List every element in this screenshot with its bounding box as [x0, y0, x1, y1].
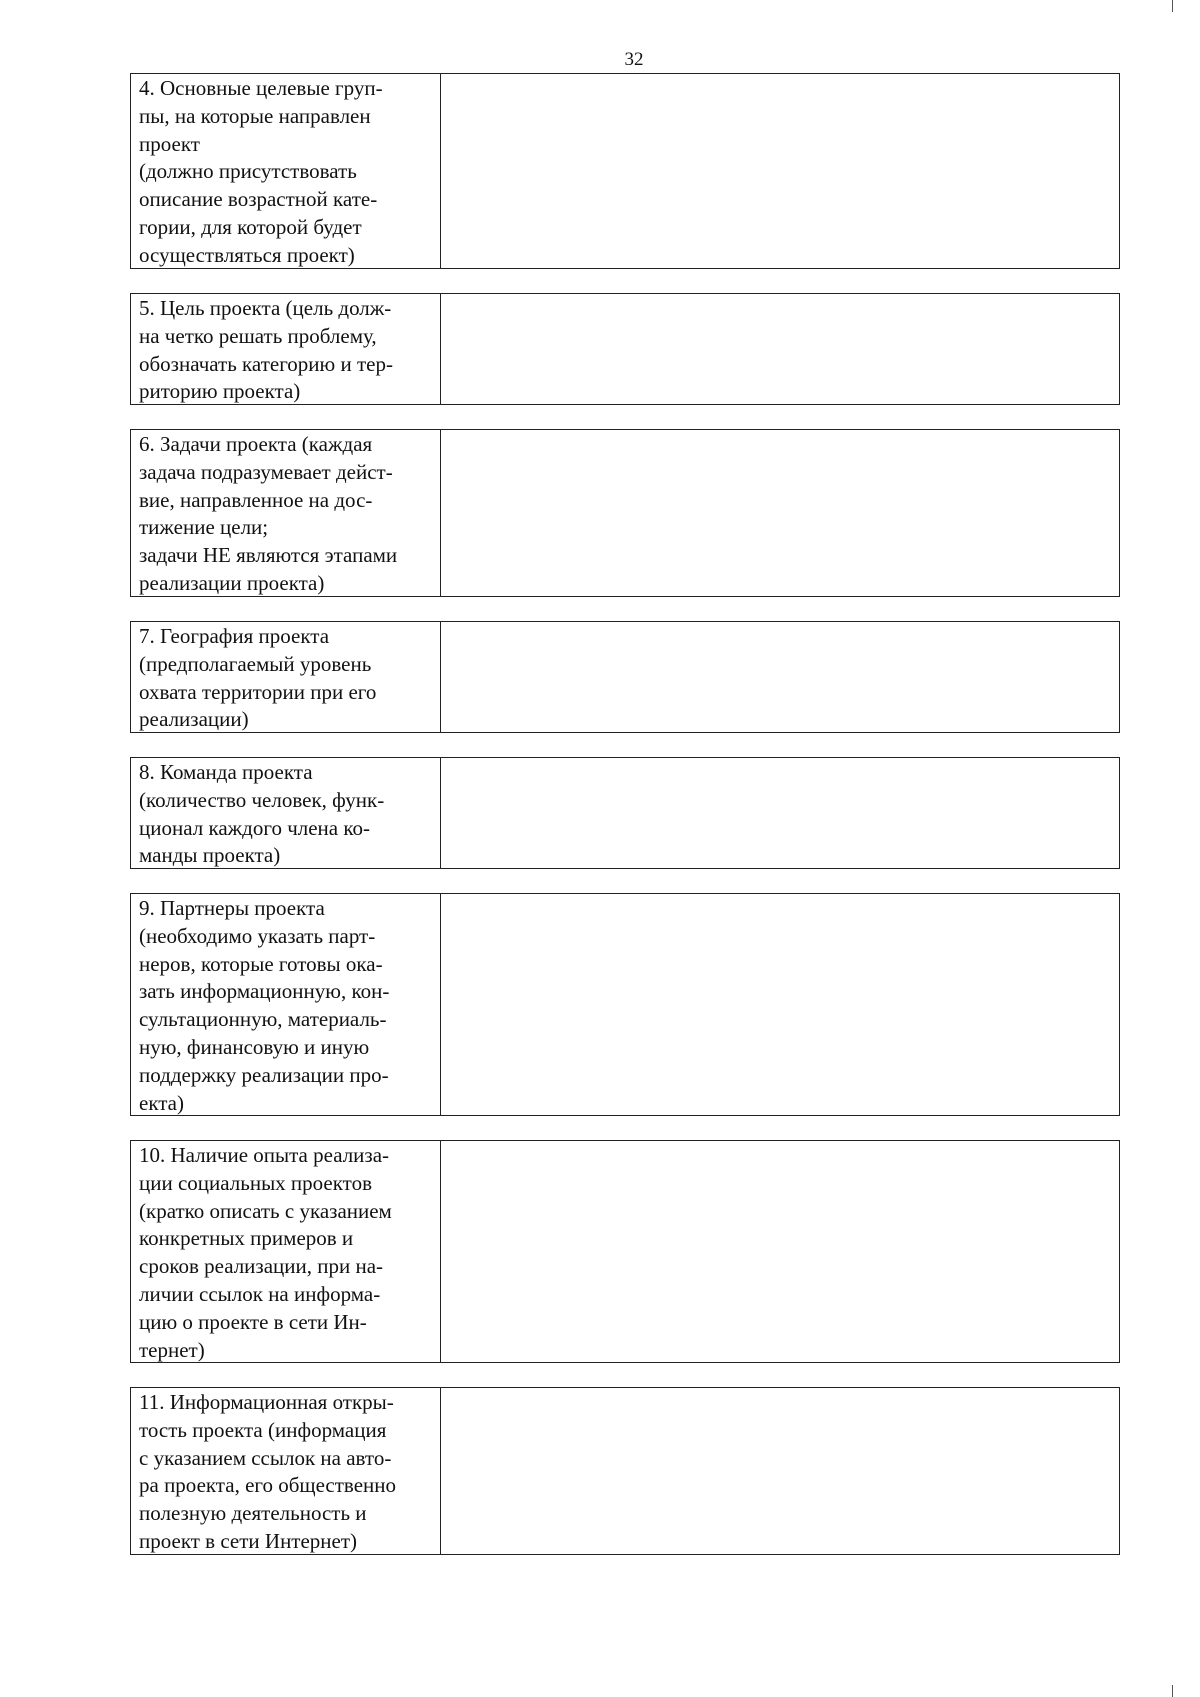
field-label-social-project-experience: 10. Наличие опыта реализа- ции социальных проектов (кратко описать с указанием конкретных примеров и сроков реализации, при на- личии ссылок на информа- цию о проекте в сети Ин- тернет)	[131, 1141, 441, 1362]
field-value-project-partners[interactable]	[441, 894, 1119, 1115]
form-row-target-groups	[130, 73, 1120, 269]
field-label-project-geography: 7. География проекта (предполагаемый уровень охвата территории при его реализации)	[131, 622, 441, 732]
form-row-project-goal	[130, 293, 1120, 405]
field-label-information-openness: 11. Информационная откры- тость проекта (информация с указанием ссылок на авто- ра проекта, его общественно полезную деятельность и проект в сети Интернет)	[131, 1388, 441, 1554]
field-label-project-partners: 9. Партнеры проекта (необходимо указать парт- неров, которые готовы ока- зать информационную, кон- сультационную, материаль- ную, финансовую и иную поддержку реализации про- екта)	[131, 894, 441, 1115]
form-row-project-geography	[130, 621, 1120, 733]
field-value-social-project-experience[interactable]	[441, 1141, 1119, 1362]
field-value-information-openness[interactable]	[441, 1388, 1119, 1554]
field-label-target-groups: 4. Основные целевые груп- пы, на которые направлен проект (должно присутствовать описание возрастной кате- гории, для которой будет осуществляться проект)	[131, 74, 441, 268]
form-row-social-project-experience	[130, 1140, 1120, 1363]
form-row-project-team	[130, 757, 1120, 869]
field-value-target-groups[interactable]	[441, 74, 1119, 268]
scan-edge-mark-bottom	[1172, 1685, 1173, 1697]
form-row-project-partners	[130, 893, 1120, 1116]
page-number: 32	[624, 49, 644, 70]
field-label-project-team: 8. Команда проекта (количество человек, функ- ционал каждого члена ко- манды проекта)	[131, 758, 441, 868]
field-value-project-tasks[interactable]	[441, 430, 1119, 596]
scan-edge-mark-top	[1172, 0, 1173, 12]
field-label-project-tasks: 6. Задачи проекта (каждая задача подразумевает дейст- вие, направленное на дос- тижение цели; задачи НЕ являются этапами реализации проекта)	[131, 430, 441, 596]
field-value-project-geography[interactable]	[441, 622, 1119, 732]
form-row-project-tasks	[130, 429, 1120, 597]
field-value-project-team[interactable]	[441, 758, 1119, 868]
form-row-information-openness	[130, 1387, 1120, 1555]
field-value-project-goal[interactable]	[441, 294, 1119, 404]
field-label-project-goal: 5. Цель проекта (цель долж- на четко решать проблему, обозначать категорию и тер- риторию проекта)	[131, 294, 441, 404]
